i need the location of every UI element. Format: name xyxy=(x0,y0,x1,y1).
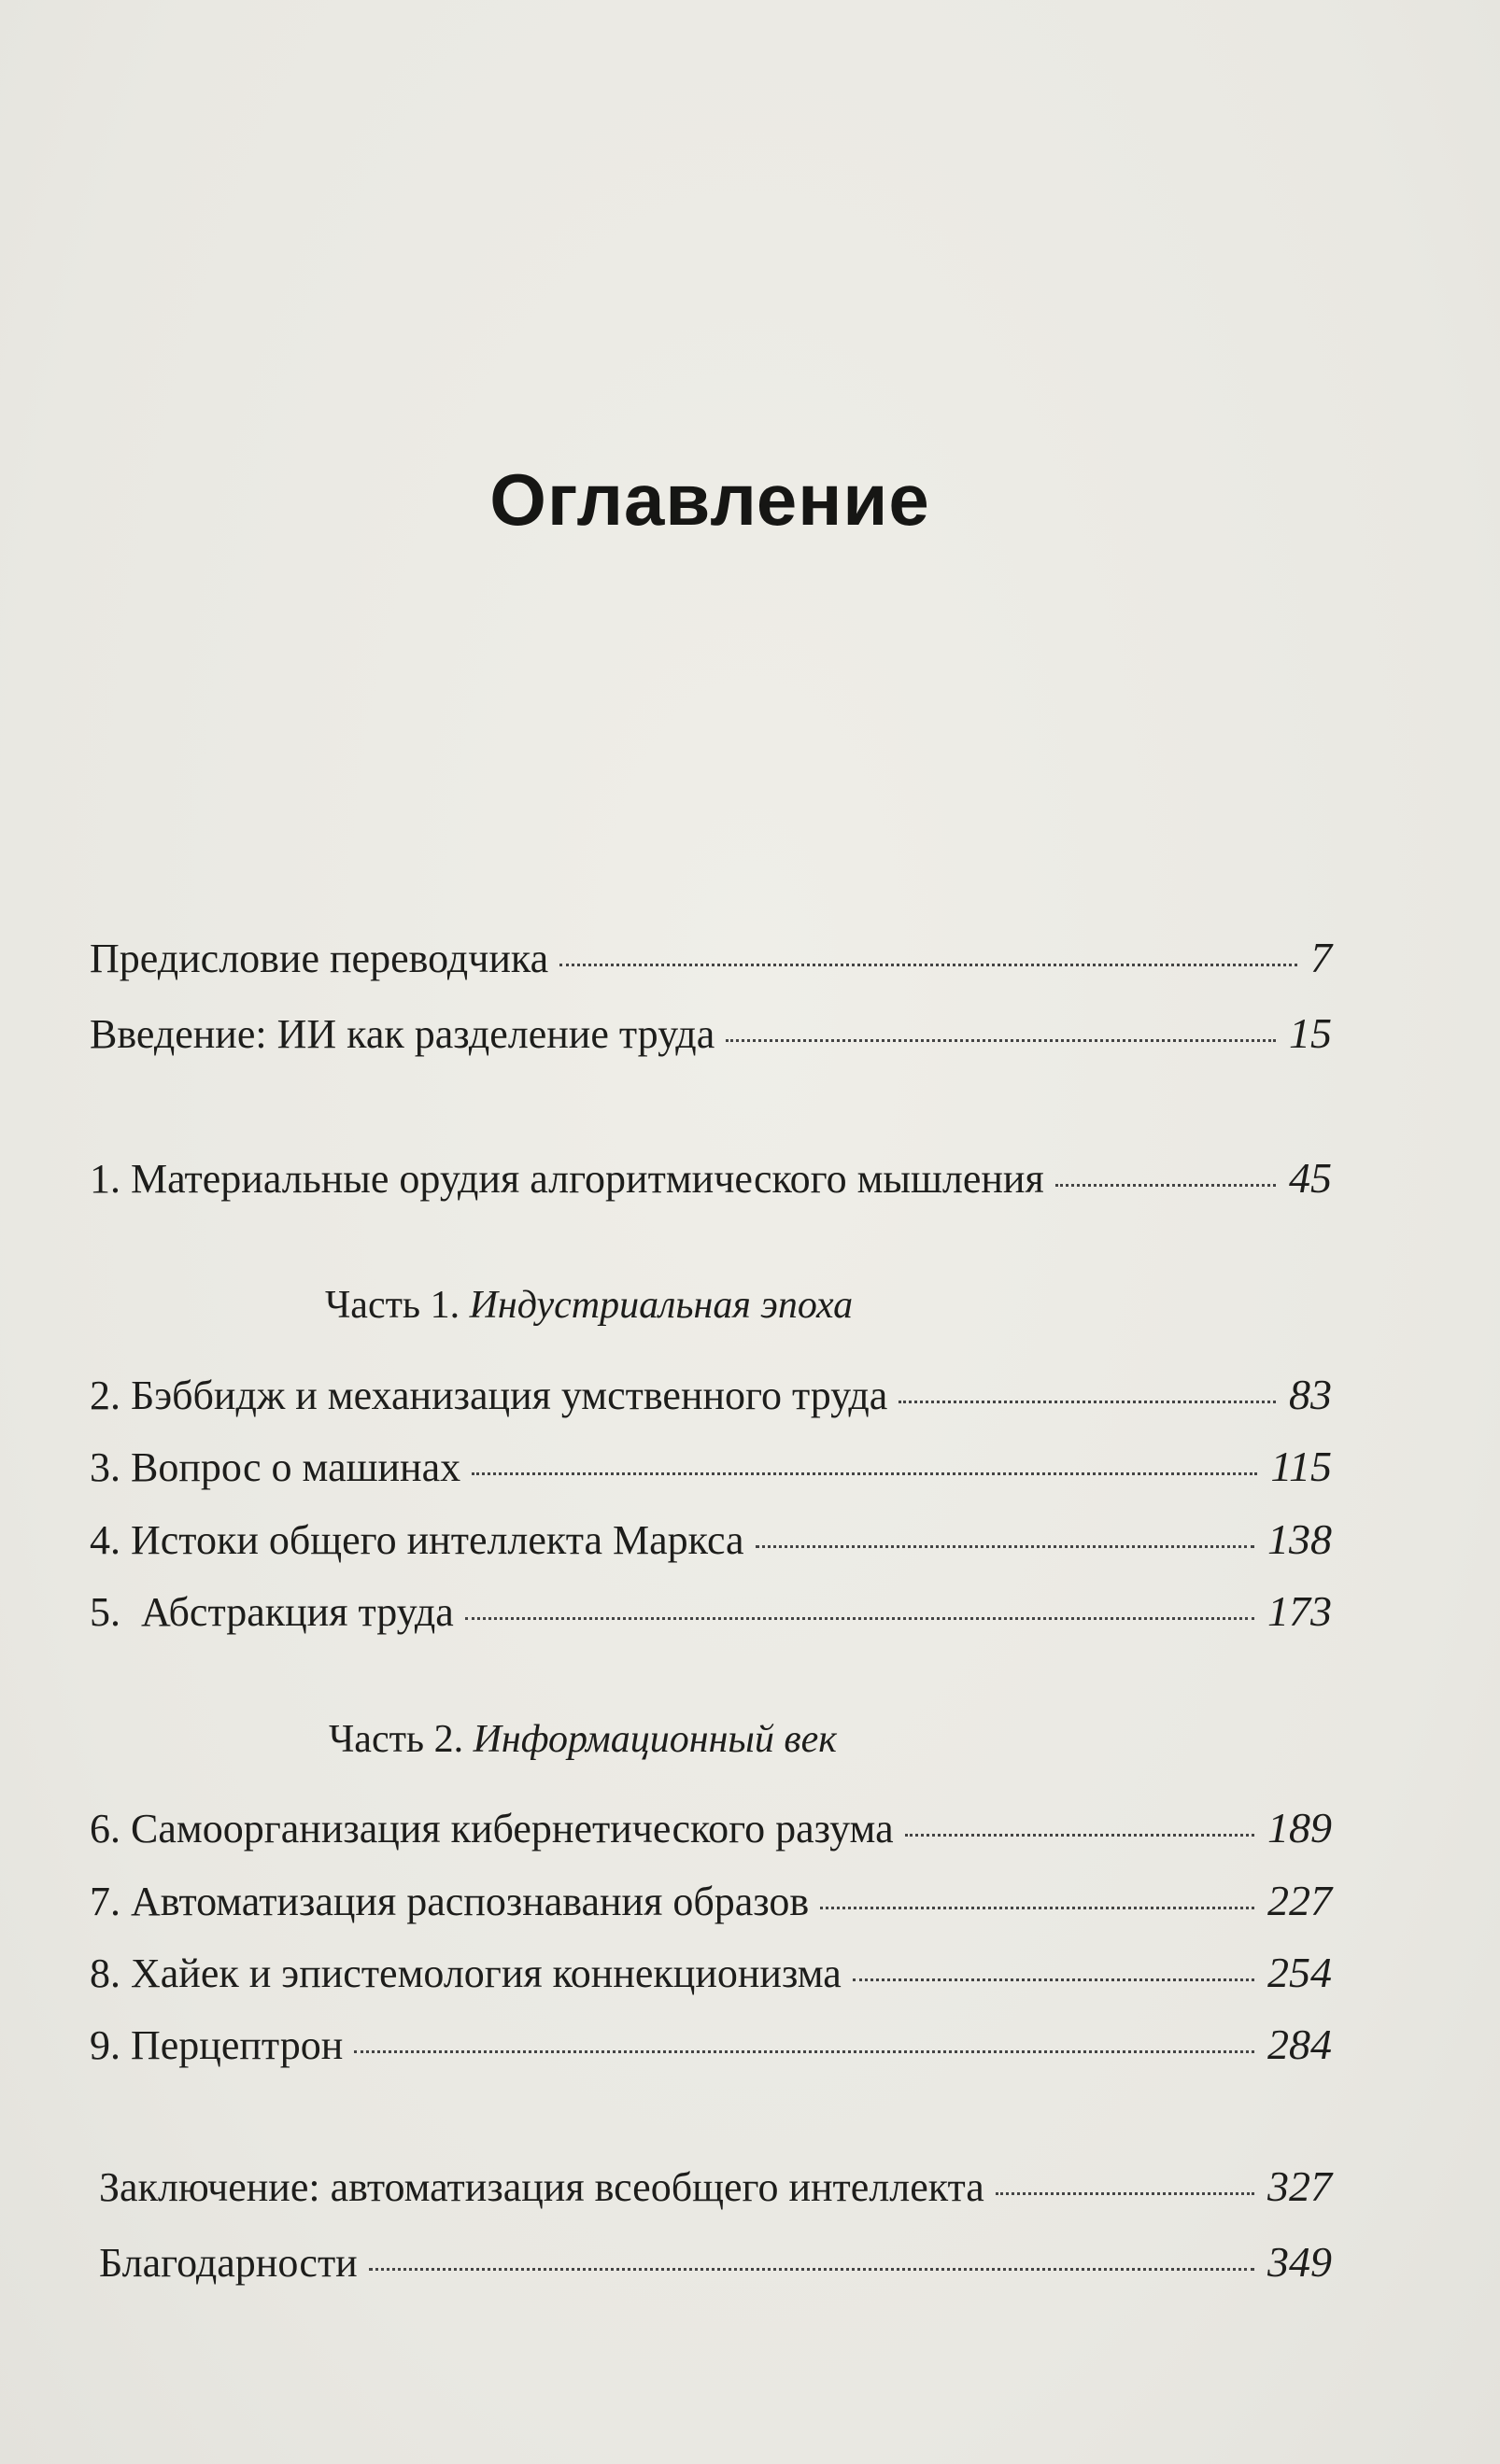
toc-entry-chapter-9 xyxy=(90,2017,1332,2073)
toc-entry-label: 4. Истоки общего интеллекта Маркса xyxy=(90,1517,744,1563)
toc-entry-chapter-4 xyxy=(90,1512,1332,1568)
toc-entry-page: 83 xyxy=(1289,1371,1332,1418)
part-1-prefix: Часть 1. xyxy=(325,1284,460,1327)
toc-entry-conclusion xyxy=(99,2159,1332,2215)
toc-entry-page: 327 xyxy=(1267,2162,1332,2210)
dot-leader xyxy=(1055,1184,1276,1187)
toc-entry-label: 8. Хайек и эпистемология коннекционизма xyxy=(90,1950,842,1996)
toc-entry-introduction xyxy=(90,1006,1332,1062)
toc-entry-chapter-5 xyxy=(90,1584,1332,1640)
part-1-name: Индустриальная эпоха xyxy=(469,1284,854,1327)
toc-entry-label: 1. Материальные орудия алгоритмического мышления xyxy=(90,1156,1044,1202)
dot-leader xyxy=(756,1545,1254,1548)
toc-entry-label: Заключение: автоматизация всеобщего интеллекта xyxy=(99,2164,984,2210)
toc-entry-label: 3. Вопрос о машинах xyxy=(90,1444,461,1490)
toc-entry-label: 5. Абстракция труда xyxy=(90,1589,454,1635)
dot-leader xyxy=(820,1907,1254,1909)
toc-entry-page: 45 xyxy=(1289,1154,1332,1202)
dot-leader xyxy=(465,1617,1254,1620)
toc-entry-page: 284 xyxy=(1267,2020,1332,2068)
toc-entry-page: 115 xyxy=(1270,1443,1332,1490)
toc-entry-page: 7 xyxy=(1310,934,1332,981)
toc-entry-page: 15 xyxy=(1289,1009,1332,1057)
toc-entry-label: 7. Автоматизация распознавания образов xyxy=(90,1879,810,1924)
toc-entry-chapter-8 xyxy=(90,1945,1332,2001)
dot-leader xyxy=(996,2192,1254,2195)
toc-entry-page: 349 xyxy=(1267,2238,1332,2286)
part-2-prefix: Часть 2. xyxy=(329,1718,464,1761)
toc-entry-translator-preface xyxy=(90,930,1332,986)
toc-entry-acknowledgements xyxy=(99,2234,1332,2290)
dot-leader xyxy=(354,2050,1254,2053)
dot-leader xyxy=(726,1039,1276,1042)
toc-entry-page: 173 xyxy=(1267,1587,1332,1635)
toc-entry-chapter-1 xyxy=(90,1150,1332,1206)
toc-entry-page: 189 xyxy=(1267,1804,1332,1852)
dot-leader xyxy=(899,1401,1276,1403)
toc-entry-label: 9. Перцептрон xyxy=(90,2022,344,2068)
dot-leader xyxy=(369,2268,1254,2271)
toc-entry-label: 6. Самоорганизация кибернетического разума xyxy=(90,1806,894,1852)
part-1-heading xyxy=(325,1277,853,1333)
toc-entry-page: 138 xyxy=(1267,1515,1332,1563)
toc-entry-label: Благодарности xyxy=(99,2240,358,2286)
part-2-heading xyxy=(329,1711,837,1767)
toc-entry-chapter-2 xyxy=(90,1367,1332,1423)
toc-entry-label: Предисловие переводчика xyxy=(90,936,549,981)
dot-leader xyxy=(472,1472,1257,1475)
toc-entry-label: Введение: ИИ как разделение труда xyxy=(90,1011,715,1057)
toc-entry-label: 2. Бэббидж и механизация умственного труда xyxy=(90,1373,888,1418)
toc-entry-chapter-3 xyxy=(90,1439,1332,1495)
toc-entry-chapter-7 xyxy=(90,1873,1332,1929)
page-title: Оглавление xyxy=(489,458,930,541)
toc-entry-page: 227 xyxy=(1267,1877,1332,1924)
toc-entry-chapter-6 xyxy=(90,1800,1332,1856)
toc-entry-page: 254 xyxy=(1267,1949,1332,1996)
dot-leader xyxy=(905,1834,1254,1837)
part-2-name: Информационный век xyxy=(473,1718,837,1761)
dot-leader xyxy=(853,1978,1254,1981)
dot-leader xyxy=(559,964,1297,966)
